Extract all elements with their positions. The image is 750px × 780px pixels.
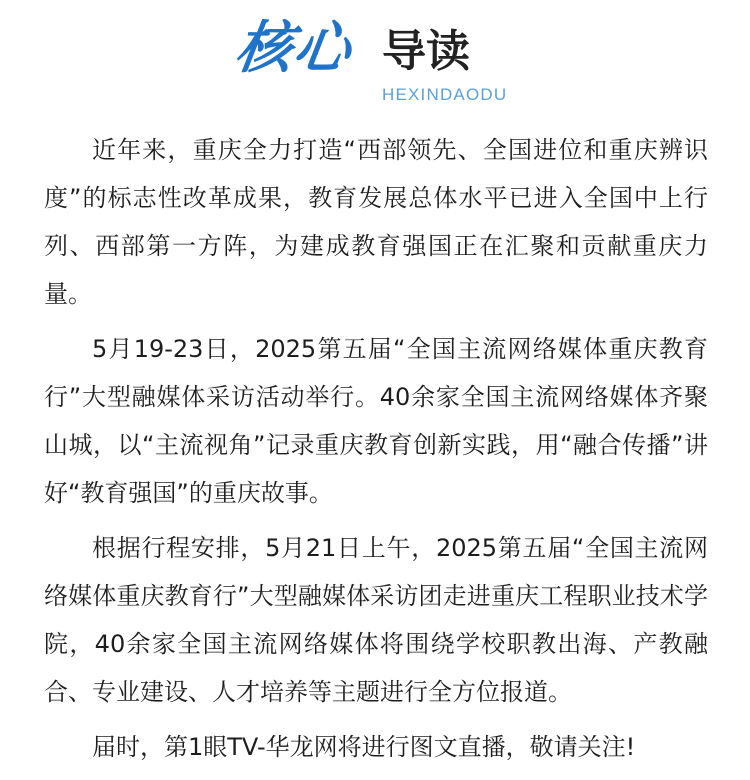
header-title: 导读 [382,26,470,77]
paragraph: 届时，第1眼TV-华龙网将进行图文直播，敬请关注! [92,733,636,761]
paragraph: 5月19-23日，2025第五届“全国主流网络媒体重庆教育行”大型融媒体采访活动举行。40余家全国主流网络媒体齐聚山城，以“主流视角”记录重庆教育创新实践，用“融合传播”讲好“教育强国”的重庆故事。 [44,335,708,507]
article-body [44,126,708,778]
header-brush-title: 核心 [231,15,357,81]
paragraph: 近年来，重庆全力打造“西部领先、全国进位和重庆辨识度”的标志性改革成果，教育发展总体水平已进入全国中上行列、西部第一方阵，为建成教育强国正在汇聚和贡献重庆力量。 [44,136,708,308]
header-pinyin: HEXINDAODU [382,85,508,104]
paragraph: 根据行程安排，5月21日上午，2025第五届“全国主流网络媒体重庆教育行”大型融媒体采访团走进重庆工程职业技术学院，40余家全国主流网络媒体将围绕学校职教出海、产教融合、专业建设、人才培养等主题进行全方位报道。 [44,534,708,706]
section-header [0,0,750,115]
